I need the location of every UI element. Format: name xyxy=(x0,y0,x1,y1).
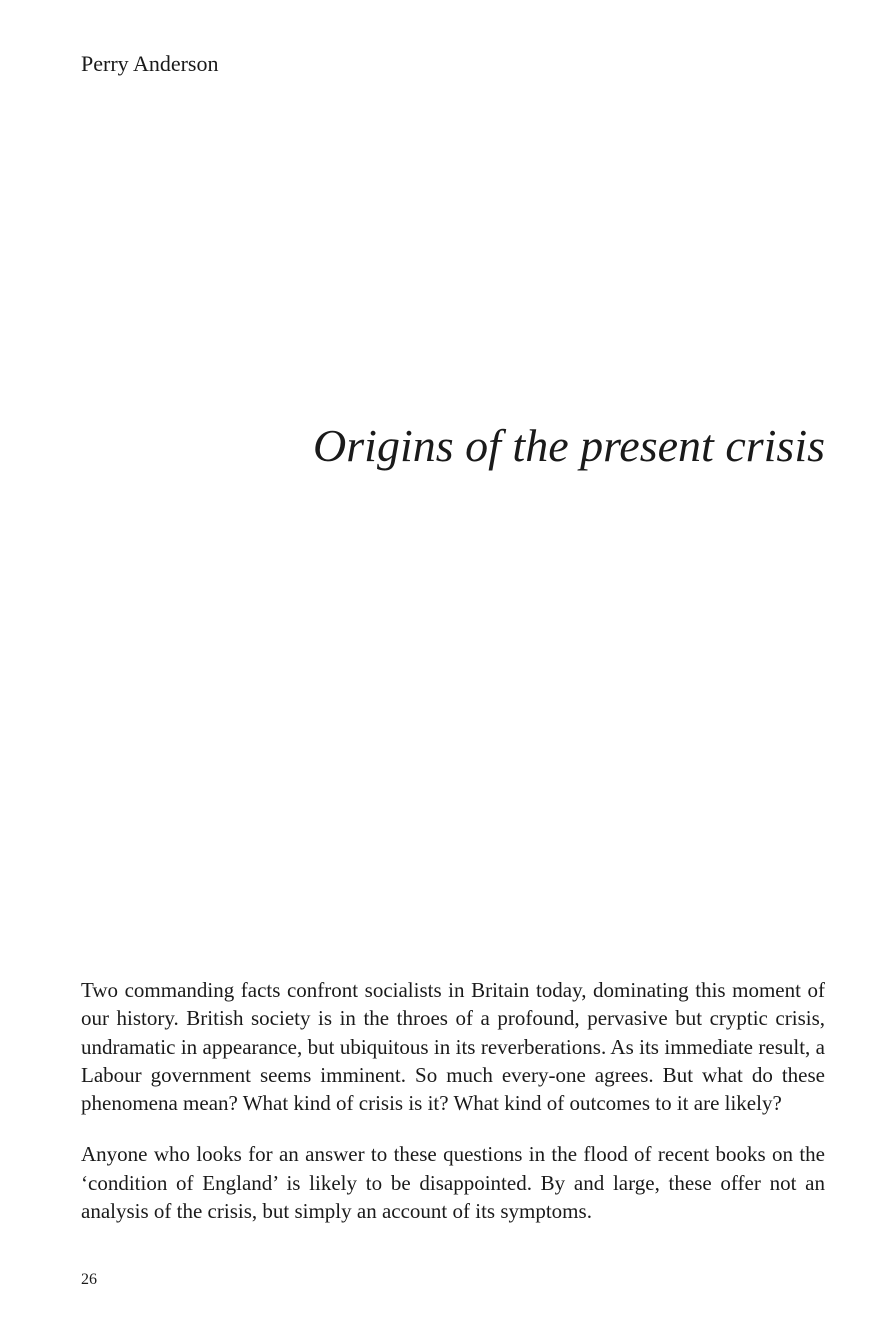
article-title: Origins of the present crisis xyxy=(313,420,825,471)
article-body xyxy=(81,976,825,1248)
page-number: 26 xyxy=(81,1271,97,1288)
author-name: Perry Anderson xyxy=(81,51,219,76)
body-paragraph-1: Two commanding facts confront socialists in Britain today, dominating this moment of our history. British society is in the throes of a profound, pervasive but cryptic crisis, undramatic in appearance, but ubiquitous in its reverberations. As its immediate result, a Labour government seems imminent. So much every-one agrees. But what do these phenomena mean? What kind of crisis is it? What kind of outcomes to it are likely? xyxy=(81,978,825,1116)
body-paragraph-2: Anyone who looks for an answer to these questions in the flood of recent books on the ‘condition of England’ is likely to be disappointed. By and large, these offer not an analysis of the crisis, but simply an account of its symptoms. xyxy=(81,1142,825,1224)
